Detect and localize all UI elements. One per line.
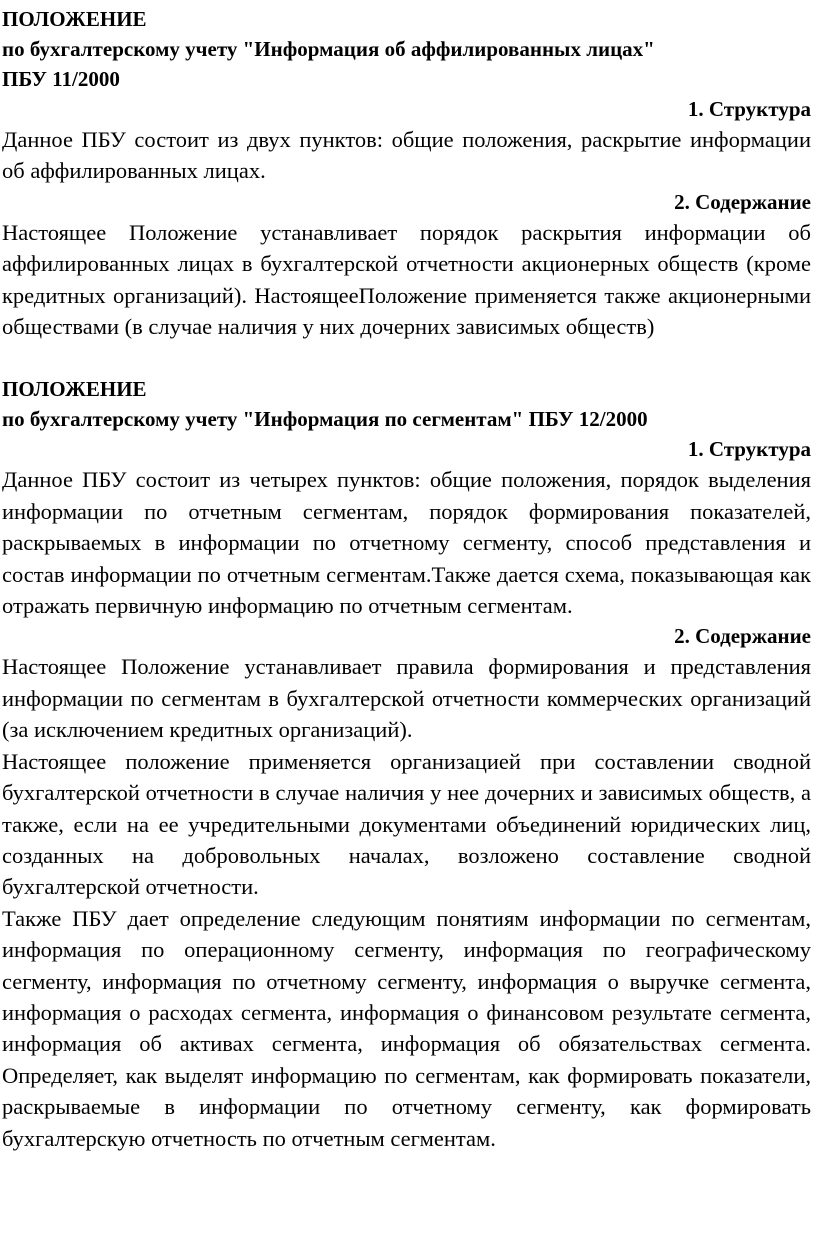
section-standard-code: ПБУ 11/2000 [2,67,120,91]
section-title: ПОЛОЖЕНИЕ [2,377,147,402]
section-pbu-12 [2,374,811,1154]
structure-heading: 1. Структура [687,437,811,462]
content-heading: 2. Содержание [674,624,811,649]
section-subtitle: по бухгалтерскому учету "Информация по сегментам" ПБУ 12/2000 [2,407,648,432]
section-subtitle: по бухгалтерскому учету "Информация об аффилированных лицах" [2,37,655,61]
content-heading: 2. Содержание [674,189,811,214]
section-pbu-11 [2,4,811,342]
section-title: ПОЛОЖЕНИЕ [2,7,147,31]
content-paragraph: Настоящее Положение устанавливает правила формирования и представления информации по сегментам в бухгалтерской отчетности коммерческих организаций (за исключением кредитных организаций). [2,654,811,743]
structure-paragraph: Данное ПБУ состоит из двух пунктов: общие положения, раскрытие информации об аффилированных лицах. [2,127,811,184]
section-spacer [2,342,811,373]
content-paragraph: Настоящее положение применяется организацией при составлении сводной бухгалтерской отчетности в случае наличия у нее дочерних и зависимых обществ, а также, если на ее учредительными документами объединений юридических лиц, созданных на добровольных началах, возложено составление сводной бухгалтерской отчетности. [2,748,811,900]
structure-paragraph: Данное ПБУ состоит из четырех пунктов: общие положения, порядок выделения информации по отчетным сегментам, порядок формирования показателей, раскрываемых в информации по отчетному сегменту, способ представления и состав информации по отчетным сегментам.Также дается схема, показывающая как отражать первичную информацию по отчетным сегментам. [2,467,811,619]
structure-heading: 1. Структура [687,97,811,121]
content-paragraph: Настоящее Положение устанавливает порядок раскрытия информации об аффилированных лицах в бухгалтерской отчетности акционерных обществ (кроме кредитных организаций). НастоящееПоложение применяется также акционерными обществами (в случае наличия у них дочерних зависимых обществ) [2,219,811,340]
content-paragraph: Также ПБУ дает определение следующим понятиям информации по сегментам, информация по операционному сегменту, информация по географическому сегменту, информация по отчетному сегменту, информация о выручке сегмента, информация о расходах сегмента, информация о финансовом результате сегмента, информация об активах сегмента, информация об обязательствах сегмента. Определяет, как выделят информацию по сегментам, как формировать показатели, раскрываемые в информации по отчетному сегменту, как формировать бухгалтерскую отчетность по отчетным сегментам. [2,905,811,1151]
